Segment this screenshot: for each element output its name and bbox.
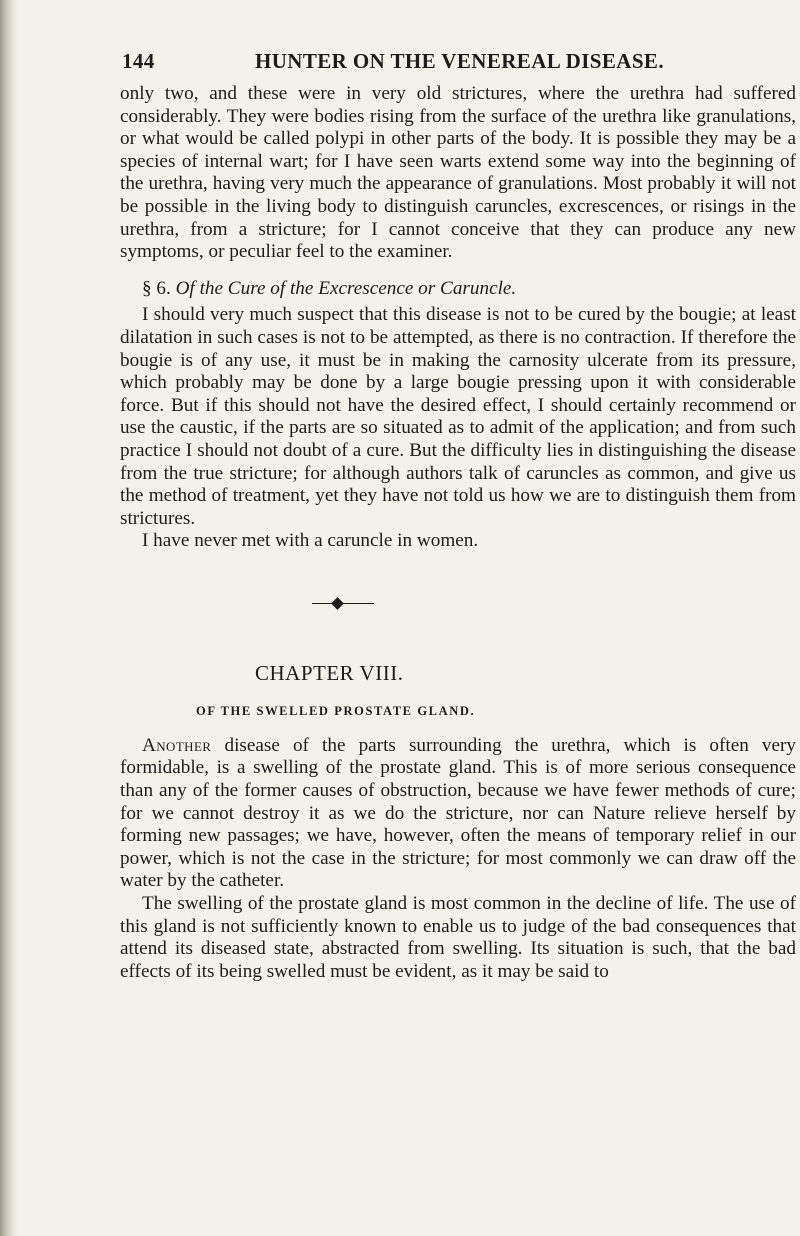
page-number: 144 — [122, 49, 155, 73]
running-header — [120, 44, 796, 78]
book-page — [120, 44, 796, 983]
paragraph-2: I should very much suspect that this disease is not to be cured by the bougie; at least dilatation in such cases is not to be attempted, as there is no contraction. If therefore the bougie is of any use, it must be in making the carnosity ulcerate from its pressure, which probably may be done by a large bougie pressing upon it with considerable force. But if this should not have the desired effect, I should certainly recommend or use the caustic, if the parts are so situated as to admit of the application; and from such practice I should not doubt of a cure. But the difficulty lies in distinguishing the disease from the true stricture; for although authors talk of caruncles as common, and give us the method of treatment, yet they have not told us how we are to distinguish them from strictures. — [120, 304, 796, 529]
divider-ornament — [120, 589, 796, 619]
paragraph-1: only two, and these were in very old strictures, where the urethra had suffered considerably. They were bodies rising from the surface of the urethra like granulations, or what would be called polypi in other parts of the body. It is possible they may be a species of internal wart; for I have seen warts extend some way into the beginning of the urethra, having very much the appearance of granulations. Most probably it will not be possible in the living body to distinguish caruncles, excrescences, or risings in the urethra, from a stricture; for I cannot conceive that they can produce any new symptoms, or peculiar feel to the examiner. — [120, 83, 796, 263]
paragraph-5: The swelling of the prostate gland is most common in the decline of life. The use of this gland is not sufficiently known to enable us to judge of the bad consequences that attend its diseased state, abstracted from swelling. Its situation is such, that the bad effects of its being swelled must be evident, as it may be said to — [120, 893, 796, 982]
paragraph-3: I have never met with a caruncle in women. — [142, 530, 479, 552]
section-title: Of the Cure of the Excrescence or Caruncle. — [175, 277, 517, 299]
section-heading — [120, 278, 796, 301]
chapter-subtitle: OF THE SWELLED PROSTATE GLAND. — [196, 703, 476, 718]
diamond-ornament-icon — [331, 597, 344, 610]
chapter-title: CHAPTER VIII. — [255, 660, 404, 685]
running-title: HUNTER ON THE VENEREAL DISEASE. — [255, 49, 664, 73]
chapter-lead-word: Another — [142, 734, 212, 756]
paragraph-4 — [120, 735, 796, 893]
paragraph-4-text: disease of the parts surrounding the urethra, which is often very formidable, is a swelling of the prostate gland. This is of more serious consequence than any of the former causes of obstruction, because we have fewer methods of cure; for we cannot destroy it as we do the stricture, nor can Nature relieve herself by forming new passages; we have, however, often the means of temporary relief in our power, which is not the case in the stricture; for most commonly we can draw off the water by the catheter. — [120, 734, 797, 892]
section-number: § 6. — [142, 277, 171, 299]
book-gutter-shadow — [0, 0, 18, 1236]
